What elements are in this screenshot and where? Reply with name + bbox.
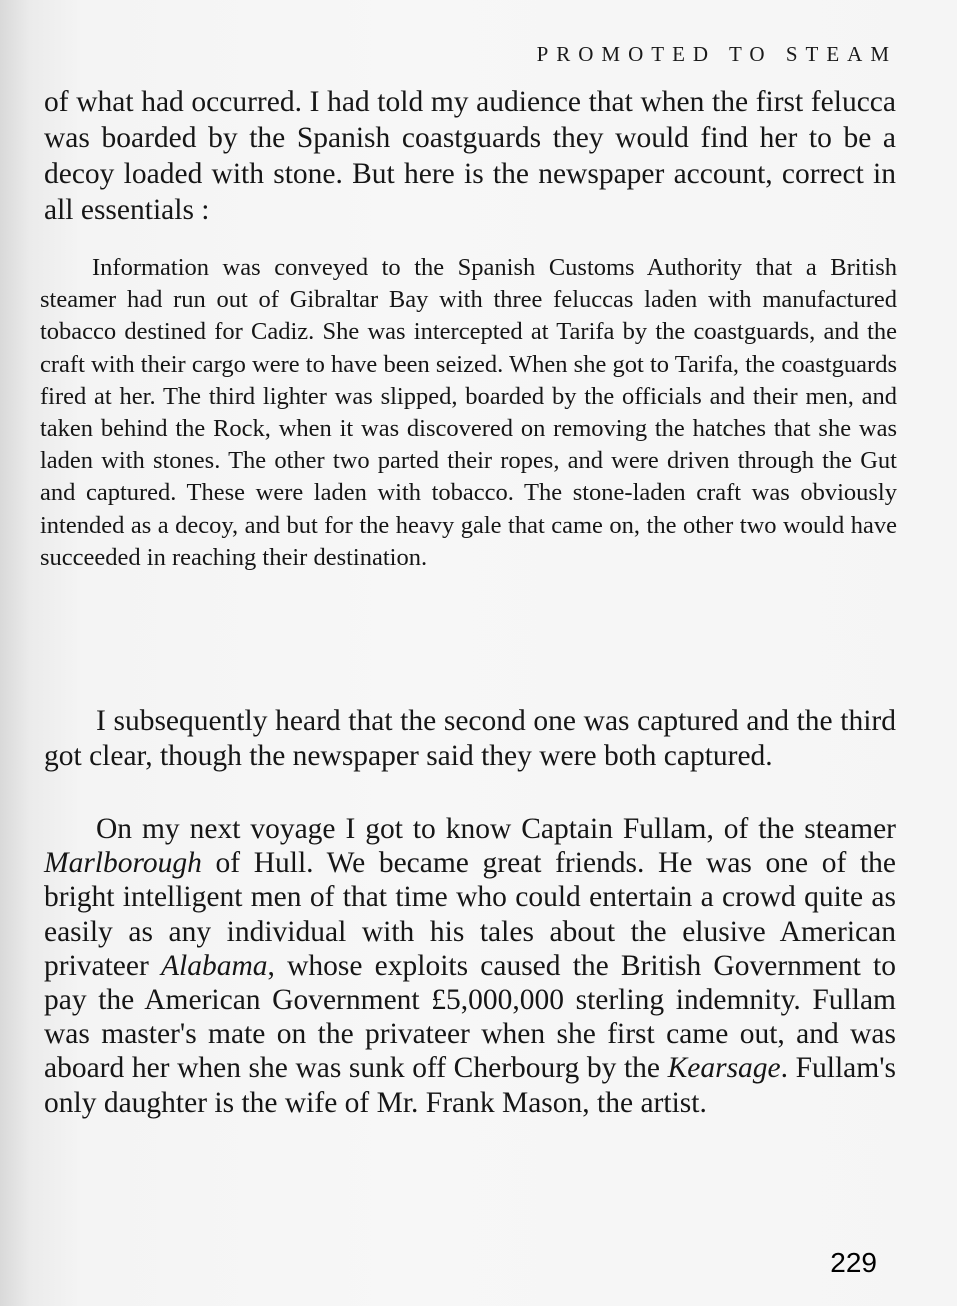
running-head: PROMOTED TO STEAM bbox=[536, 42, 897, 66]
paragraph-subsequently: I subsequently heard that the second one was captured and the third got clear, though the newspaper said they were both captured. bbox=[44, 705, 896, 772]
paragraph-text-segment: . Fullam's only daughter is the wife of Mr. Frank Mason, the artist. bbox=[44, 1052, 896, 1119]
paragraph-text-segment: , whose exploits caused the British Government to pay the American Government £5,000,000 sterling indemnity. Fullam was master's mate on the privateer when she first came out, and was aboard her when she was sunk off Cherbourg by the bbox=[44, 949, 897, 1085]
ship-name-kearsage: Kearsage bbox=[667, 1052, 781, 1085]
page-number: 229 bbox=[830, 1247, 877, 1278]
ship-name-marlborough: Marlborough bbox=[44, 847, 202, 880]
paragraph-opening: of what had occurred. I had told my audience that when the first felucca was boarded by the Spanish coastguards they would find her to be a decoy loaded with stone. But here is the newspaper account, correct in all essentials : bbox=[44, 86, 896, 226]
paragraph-captain-fullam bbox=[44, 812, 896, 1120]
ship-name-alabama: Alabama bbox=[161, 949, 268, 982]
paragraph-text-segment: of Hull. We became great friends. He was one of the bright intelligent men of that time who could entertain a crowd quite as easily as any individual with his tales about the elusive American privateer bbox=[44, 847, 896, 982]
paragraph-text-segment: On my next voyage I got to know Captain Fullam, of the steamer bbox=[96, 813, 896, 845]
newspaper-quote: Information was conveyed to the Spanish Customs Authority that a British steamer had run out of Gibraltar Bay with three feluccas laden with manufactured tobacco destined for Cadiz. She was intercepted at Tarifa by the coastguards, and the craft with their cargo were to have been seized. When she got to Tarifa, the coastguards fired at her. The third lighter was slipped, boarded by the officials and their men, and taken behind the Rock, when it was discovered on removing the hatches that she was laden with stones. The other two parted their ropes, and were driven through the Gut and captured. These were laden with tobacco. The stone-laden craft was obviously intended as a decoy, and but for the heavy gale that came on, the other two would have succeeded in reaching their destination. bbox=[40, 254, 897, 571]
